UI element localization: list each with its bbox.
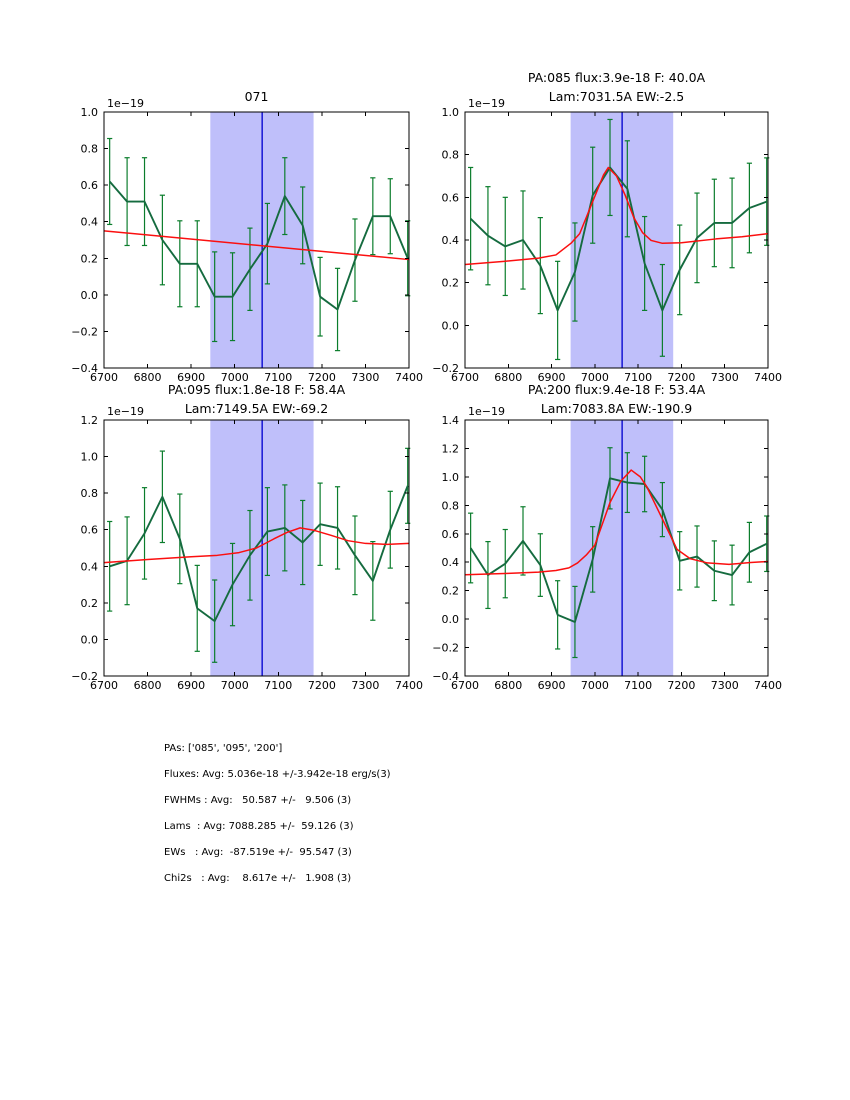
svg-text:0.2: 0.2 [441,276,459,290]
svg-text:7400: 7400 [754,371,782,384]
svg-text:0.6: 0.6 [441,527,459,541]
svg-text:0.8: 0.8 [80,487,98,501]
svg-text:7000: 7000 [220,679,249,692]
svg-text:6800: 6800 [494,371,523,384]
summary-line-ews: EWs : Avg: -87.519e +/- 95.547 (3) [164,847,352,858]
svg-text:7200: 7200 [667,679,696,692]
plot-bottom-right-title-line1: PA:200 flux:9.4e-18 F: 53.4A [527,382,706,397]
svg-text:0.2: 0.2 [80,252,98,266]
svg-text:−0.2: −0.2 [71,325,98,339]
svg-text:0.8: 0.8 [441,499,459,513]
svg-text:6700: 6700 [90,371,118,384]
svg-text:7300: 7300 [351,679,380,692]
axis-offset-label: 1e−19 [107,97,144,110]
svg-text:7400: 7400 [395,679,423,692]
svg-text:6700: 6700 [451,679,479,692]
svg-text:6700: 6700 [451,371,479,384]
svg-text:7200: 7200 [307,371,336,384]
svg-text:−0.2: −0.2 [432,641,459,655]
svg-text:0.4: 0.4 [80,215,98,229]
svg-text:6800: 6800 [133,679,162,692]
svg-text:−0.2: −0.2 [71,670,98,683]
svg-text:6900: 6900 [177,371,206,384]
svg-text:6800: 6800 [494,679,523,692]
svg-text:0.0: 0.0 [80,633,98,647]
svg-text:0.4: 0.4 [80,560,98,574]
svg-text:1.0: 1.0 [441,470,459,484]
svg-text:−0.4: −0.4 [432,670,459,683]
svg-text:6900: 6900 [537,371,566,384]
svg-text:7100: 7100 [624,679,653,692]
svg-text:0.4: 0.4 [441,556,459,570]
svg-text:7400: 7400 [754,679,782,692]
plot-top-right-title-line1: PA:085 flux:3.9e-18 F: 40.0A [527,70,706,85]
svg-text:7200: 7200 [307,679,336,692]
svg-text:6800: 6800 [133,371,162,384]
svg-text:−0.4: −0.4 [71,362,98,375]
svg-text:0.4: 0.4 [441,234,459,247]
svg-text:1.0: 1.0 [441,106,459,119]
svg-text:0.6: 0.6 [80,179,98,193]
summary-line-pas: PAs: ['085', '095', '200'] [164,743,283,754]
axis-offset-label: 1e−19 [107,405,144,418]
subplot-top-left [71,97,423,384]
plot-top-left-title: 071 [244,89,269,104]
subplot-bottom-right [432,405,782,692]
svg-text:1.2: 1.2 [80,414,98,427]
svg-text:6900: 6900 [537,679,566,692]
svg-text:7000: 7000 [580,371,609,384]
svg-text:0.0: 0.0 [441,613,459,627]
svg-text:−0.2: −0.2 [432,362,459,375]
svg-text:1.4: 1.4 [441,414,459,427]
summary-line-lams: Lams : Avg: 7088.285 +/- 59.126 (3) [164,821,354,832]
plot-bottom-right-title-line2: Lam:7083.8A EW:-190.9 [540,401,693,416]
svg-text:6900: 6900 [177,679,206,692]
svg-text:7300: 7300 [710,679,739,692]
svg-text:1.0: 1.0 [80,106,98,119]
svg-text:7100: 7100 [264,679,293,692]
svg-text:6700: 6700 [90,679,118,692]
plot-bottom-left-title-line2: Lam:7149.5A EW:-69.2 [184,401,329,416]
summary-line-fwhms: FWHMs : Avg: 50.587 +/- 9.506 (3) [164,795,352,806]
subplot-bottom-left [71,405,423,692]
svg-text:1.2: 1.2 [441,442,459,456]
svg-text:0.6: 0.6 [80,523,98,537]
plot-top-right-title-line2: Lam:7031.5A EW:-2.5 [548,89,685,104]
summary-line-fluxes: Fluxes: Avg: 5.036e-18 +/-3.942e-18 erg/s(3) [164,769,391,780]
svg-text:7300: 7300 [710,371,739,384]
svg-text:0.8: 0.8 [80,142,98,156]
svg-text:1.0: 1.0 [80,450,98,464]
svg-text:7400: 7400 [395,371,423,384]
subplot-top-right [432,97,782,384]
svg-text:7000: 7000 [220,371,249,384]
svg-text:7100: 7100 [264,371,293,384]
summary-line-chi2s: Chi2s : Avg: 8.617e +/- 1.908 (3) [164,873,352,884]
svg-text:7300: 7300 [351,371,380,384]
svg-text:0.0: 0.0 [441,319,459,333]
svg-text:0.2: 0.2 [441,584,459,598]
svg-text:7100: 7100 [624,371,653,384]
plot-bottom-left-title-line1: PA:095 flux:1.8e-18 F: 58.4A [167,382,346,397]
svg-text:0.0: 0.0 [80,288,98,302]
axis-offset-label: 1e−19 [468,405,505,418]
svg-text:7000: 7000 [580,679,609,692]
axis-offset-label: 1e−19 [468,97,505,110]
svg-text:0.2: 0.2 [80,596,98,610]
svg-text:0.6: 0.6 [441,191,459,205]
svg-text:7200: 7200 [667,371,696,384]
svg-text:0.8: 0.8 [441,148,459,162]
